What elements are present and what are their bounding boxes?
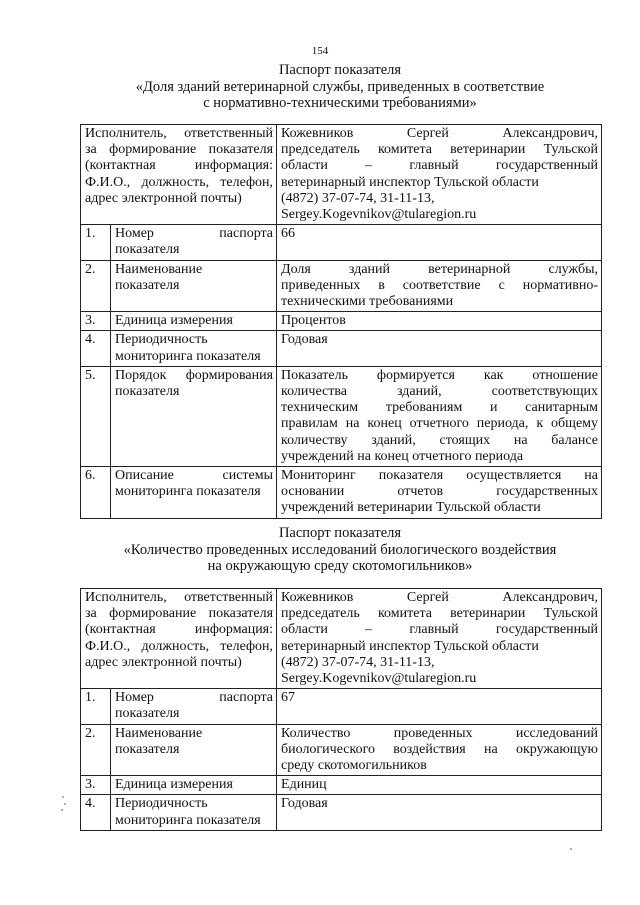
text-line: адрес электронной почты) bbox=[85, 190, 242, 206]
text-line: ветеринарный инспектор Тульской области bbox=[281, 174, 539, 190]
text-line: (4872) 37-07-74, 31-11-13, bbox=[281, 190, 435, 206]
passport-subtitle-line: на окружающую среду скотомогильников» bbox=[207, 558, 473, 574]
text-line: показателя bbox=[115, 242, 180, 258]
row-value bbox=[277, 776, 602, 795]
text-line: среду скотомогильников bbox=[281, 758, 427, 774]
table-row bbox=[81, 795, 602, 830]
text-line: правилам на конец отчетного периода, к общему bbox=[281, 416, 599, 432]
text-line: (контактная информация: bbox=[85, 622, 274, 638]
table-row bbox=[81, 366, 602, 466]
text-line: председатель комитета ветеринарии Тульской bbox=[281, 142, 599, 158]
passport-table bbox=[80, 588, 602, 831]
text-line: за формирование показателя bbox=[85, 142, 274, 158]
text-line: за формирование показателя bbox=[85, 606, 274, 622]
row-number: 6. bbox=[81, 467, 111, 519]
table-row bbox=[81, 225, 602, 260]
text-line: Годовая bbox=[281, 796, 328, 812]
text-line: Ф.И.О., должность, телефон, bbox=[85, 174, 274, 190]
passport-heading bbox=[80, 62, 600, 112]
executor-value bbox=[277, 125, 602, 225]
passport-title: Паспорт показателя bbox=[278, 525, 402, 541]
text-line: Номер паспорта bbox=[115, 690, 274, 706]
row-value bbox=[277, 225, 602, 260]
text-line: мониторинга показателя bbox=[115, 484, 261, 500]
text-line: техническими требованиями bbox=[281, 294, 454, 310]
text-line: области – главный государственный bbox=[281, 158, 599, 174]
table-row bbox=[81, 776, 602, 795]
row-label bbox=[111, 724, 277, 776]
table-row bbox=[81, 331, 602, 366]
text-line: показателя bbox=[115, 277, 180, 293]
row-value bbox=[277, 795, 602, 830]
executor-email: Sergey.Kogevnikov@tularegion.ru bbox=[281, 207, 477, 223]
text-line: Годовая bbox=[281, 332, 328, 348]
scan-speck bbox=[62, 796, 64, 798]
table-row bbox=[81, 260, 602, 312]
executor-row bbox=[81, 125, 602, 225]
passport-subtitle-line: с нормативно-техническими требованиями» bbox=[203, 95, 477, 111]
text-line: Единица измерения bbox=[115, 313, 233, 329]
table-row bbox=[81, 689, 602, 724]
text-line: области – главный государственный bbox=[281, 622, 599, 638]
text-line: Ф.И.О., должность, телефон, bbox=[85, 638, 274, 654]
page-number: 154 bbox=[311, 45, 329, 57]
row-label bbox=[111, 776, 277, 795]
row-label bbox=[111, 312, 277, 331]
row-number: 1. bbox=[81, 225, 111, 260]
executor-value bbox=[277, 589, 602, 689]
text-line: Номер паспорта bbox=[115, 226, 274, 242]
text-line: (4872) 37-07-74, 31-11-13, bbox=[281, 654, 435, 670]
table-row bbox=[81, 467, 602, 519]
table-row bbox=[81, 724, 602, 776]
text-line: Количество проведенных исследований bbox=[281, 725, 599, 741]
text-line: Кожевников Сергей Александрович, bbox=[281, 126, 599, 141]
executor-label bbox=[81, 125, 277, 225]
row-label bbox=[111, 795, 277, 830]
row-label bbox=[111, 366, 277, 466]
text-line: председатель комитета ветеринарии Тульской bbox=[281, 606, 599, 622]
row-label bbox=[111, 689, 277, 724]
text-line: показателя bbox=[115, 741, 180, 757]
row-value bbox=[277, 724, 602, 776]
scan-speck bbox=[570, 848, 572, 850]
text-line: Показатель формируется как отношение bbox=[281, 367, 599, 383]
text-line: основании отчетов государственных bbox=[281, 484, 599, 500]
text-line: Периодичность bbox=[115, 796, 208, 812]
text-line: количества зданий, соответствующих bbox=[281, 384, 599, 400]
scan-speck bbox=[64, 803, 66, 805]
text-line: показателя bbox=[115, 706, 180, 722]
text-line: Единиц bbox=[281, 777, 327, 793]
row-value bbox=[277, 366, 602, 466]
row-number: 4. bbox=[81, 795, 111, 830]
text-line: количеству зданий, стоящих на балансе bbox=[281, 432, 599, 448]
text-line: Описание системы bbox=[115, 468, 274, 484]
text-line: Мониторинг показателя осуществляется на bbox=[281, 468, 599, 484]
row-value bbox=[277, 331, 602, 366]
table-row bbox=[81, 312, 602, 331]
row-label bbox=[111, 225, 277, 260]
text-line: техническим требованиям и санитарным bbox=[281, 400, 599, 416]
text-line: Наименование bbox=[115, 725, 203, 741]
text-line: Доля зданий ветеринарной службы, bbox=[281, 261, 599, 277]
text-line: адрес электронной почты) bbox=[85, 654, 242, 670]
passport-heading bbox=[80, 525, 600, 575]
text-line: приведенных в соответствие с нормативно- bbox=[281, 277, 599, 293]
passport-subtitle-line: «Доля зданий ветеринарной службы, приведенных в соответствие bbox=[135, 78, 545, 95]
text-line: учреждений ветеринарии Тульской области bbox=[281, 500, 541, 516]
passport-subtitle-line: «Количество проведенных исследований биологического воздействия bbox=[123, 541, 557, 558]
text-line: Наименование bbox=[115, 261, 203, 277]
passport-table bbox=[80, 124, 602, 519]
row-number: 2. bbox=[81, 260, 111, 312]
text-line: Процентов bbox=[281, 313, 346, 329]
text-line: Кожевников Сергей Александрович, bbox=[281, 590, 599, 605]
row-value bbox=[277, 260, 602, 312]
text-line: биологического воздействия на окружающую bbox=[281, 741, 599, 757]
text-line: показателя bbox=[115, 384, 180, 400]
executor-email: Sergey.Kogevnikov@tularegion.ru bbox=[281, 671, 477, 687]
text-line: мониторинга показателя bbox=[115, 348, 261, 364]
row-label bbox=[111, 260, 277, 312]
text-line: Исполнитель, ответственный bbox=[85, 590, 274, 605]
row-value bbox=[277, 467, 602, 519]
text-line: Периодичность bbox=[115, 332, 208, 348]
row-number: 3. bbox=[81, 776, 111, 795]
row-number: 1. bbox=[81, 689, 111, 724]
passport-title: Паспорт показателя bbox=[278, 62, 402, 78]
row-number: 4. bbox=[81, 331, 111, 366]
text-line: 66 bbox=[281, 226, 296, 242]
text-line: 67 bbox=[281, 690, 296, 706]
executor-row bbox=[81, 589, 602, 689]
row-number: 5. bbox=[81, 366, 111, 466]
text-line: (контактная информация: bbox=[85, 158, 274, 174]
text-line: учреждений на конец отчетного периода bbox=[281, 448, 524, 464]
row-number: 2. bbox=[81, 724, 111, 776]
row-value bbox=[277, 689, 602, 724]
text-line: мониторинга показателя bbox=[115, 812, 261, 828]
row-value bbox=[277, 312, 602, 331]
scan-speck bbox=[61, 809, 63, 811]
row-label bbox=[111, 467, 277, 519]
row-label bbox=[111, 331, 277, 366]
text-line: ветеринарный инспектор Тульской области bbox=[281, 638, 539, 654]
text-line: Единица измерения bbox=[115, 777, 233, 793]
text-line: Порядок формирования bbox=[115, 367, 274, 383]
text-line: Исполнитель, ответственный bbox=[85, 126, 274, 141]
executor-label bbox=[81, 589, 277, 689]
row-number: 3. bbox=[81, 312, 111, 331]
